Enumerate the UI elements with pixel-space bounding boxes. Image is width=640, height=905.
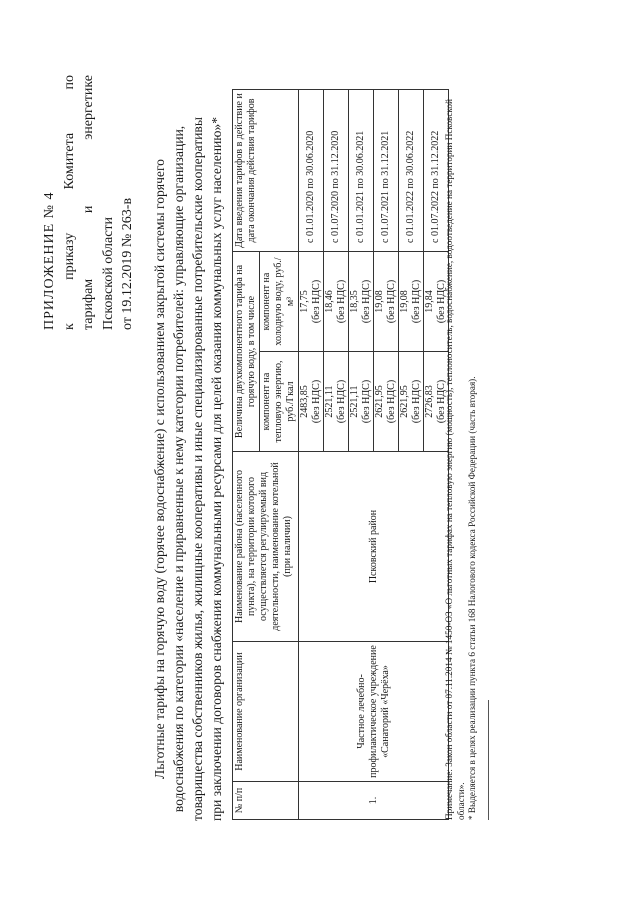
heat-value: 2621,95 <box>399 385 410 418</box>
period-dates: с 01.07.2020 по 31.12.2020 <box>324 90 349 252</box>
row-district: Псковский район <box>299 452 449 642</box>
vat-note: (без НДС) <box>311 379 322 424</box>
cold-value-cell <box>399 252 424 352</box>
heat-value: 2521,11 <box>349 385 360 418</box>
cold-value-cell <box>299 252 324 352</box>
footnote-vat: * Выделяется в целях реализации пункта 6 статьи 168 Налогового кодекса Российской Федерации (часть вторая). <box>467 376 477 820</box>
vat-note: (без НДС) <box>436 279 447 324</box>
header-number: № п/п <box>233 782 299 820</box>
appendix-word: по <box>61 75 77 90</box>
title-line: Льготные тарифы на горячую воду (горячее водоснабжение) с использованием закрытой системы горячего <box>152 159 167 779</box>
heat-value-cell <box>374 352 399 452</box>
appendix-word: приказу <box>61 232 77 280</box>
period-dates: с 01.01.2022 по 30.06.2022 <box>399 90 424 252</box>
vat-note: (без НДС) <box>411 279 422 324</box>
heat-value: 2726,83 <box>424 385 435 418</box>
cold-value: 17,75 <box>299 290 310 313</box>
cold-value: 18,46 <box>324 290 335 313</box>
footnote-law: Примечание: Закон области от 07.11.2014 № 1450-ОЗ «О льготных тарифах на тепловую энергию (мощность), теплоноситель, водоснабжение, водоотведение на территории Псковской области». <box>444 99 466 820</box>
vat-note: (без НДС) <box>436 379 447 424</box>
vat-note: (без НДС) <box>386 379 397 424</box>
period-dates: с 01.07.2021 по 31.12.2021 <box>374 90 399 252</box>
footnotes <box>444 90 479 820</box>
period-dates: с 01.07.2022 по 31.12.2022 <box>424 90 449 252</box>
vat-note: (без НДС) <box>361 279 372 324</box>
appendix-word: Комитета <box>61 132 77 190</box>
vat-note: (без НДС) <box>336 279 347 324</box>
heat-value: 2521,11 <box>324 385 335 418</box>
header-heat-component: компонент на тепловую энергию, руб./Гкал <box>260 352 299 452</box>
title-line: водоснабжения по категории «население и приравненные к нему категории потребителей: управляющие организации, <box>171 125 186 813</box>
title-line: товарищества собственников жилья, жилищные кооперативы и иные специализированные потребительские кооперативы <box>190 117 205 821</box>
vat-note: (без НДС) <box>411 379 422 424</box>
appendix-word: к <box>61 323 77 330</box>
vat-note: (без НДС) <box>361 379 372 424</box>
cold-value-cell <box>324 252 349 352</box>
vat-note: (без НДС) <box>336 379 347 424</box>
header-cold-component: компонент на холодную воду, руб./м³ <box>260 252 299 352</box>
appendix-heading: ПРИЛОЖЕНИЕ № 4 <box>42 191 57 330</box>
cold-value: 19,84 <box>424 290 435 313</box>
cold-value: 18,35 <box>349 290 360 313</box>
title-line: при заключении договоров снабжения коммунальными ресурсами для целей оказания коммунальных услуг населению»* <box>209 116 224 822</box>
heat-value-cell <box>324 352 349 452</box>
header-organization: Наименование организации <box>233 642 299 782</box>
appendix-word: энергетике <box>81 75 96 140</box>
cold-value: 19,08 <box>374 290 385 313</box>
heat-value: 2483,85 <box>299 385 310 418</box>
period-dates: с 01.01.2021 по 30.06.2021 <box>349 90 374 252</box>
table-row <box>299 90 324 820</box>
table-header-row <box>233 90 260 820</box>
document-page <box>40 60 600 860</box>
footnote-divider <box>488 700 489 820</box>
heat-value-cell <box>349 352 374 452</box>
appendix-line-2 <box>79 75 99 330</box>
appendix-date: от 19.12.2019 № 263-в <box>120 197 135 330</box>
appendix-line-3: Псковской области <box>100 216 116 330</box>
header-tariff-group: Величина двухкомпонентного тарифа на горячую воду, в том числе <box>233 252 260 452</box>
vat-note: (без НДС) <box>386 279 397 324</box>
appendix-word: и <box>81 205 96 214</box>
row-organization: Частное лечебно-профилактическое учреждение «Санаторий «Черёха» <box>299 642 449 782</box>
heat-value-cell <box>399 352 424 452</box>
heat-value-cell <box>299 352 324 452</box>
cold-value-cell <box>349 252 374 352</box>
cold-value-cell <box>374 252 399 352</box>
period-dates: с 01.01.2020 по 30.06.2020 <box>299 90 324 252</box>
appendix-header <box>40 75 138 330</box>
cold-value: 19,08 <box>399 290 410 313</box>
row-number: 1. <box>299 782 449 820</box>
appendix-word: тарифам <box>81 278 96 330</box>
header-period: Дата введения тарифов в действие и дата окончания действия тарифов <box>233 90 299 252</box>
tariff-table <box>232 89 449 820</box>
header-district: Наименование района (населенного пункта), на территории которого осуществляется регулируемый вид деятельности, наименование котельной (при наличии) <box>233 452 299 642</box>
document-title <box>150 90 226 848</box>
heat-value: 2621,95 <box>374 385 385 418</box>
appendix-line-1 <box>60 75 80 330</box>
vat-note: (без НДС) <box>311 279 322 324</box>
